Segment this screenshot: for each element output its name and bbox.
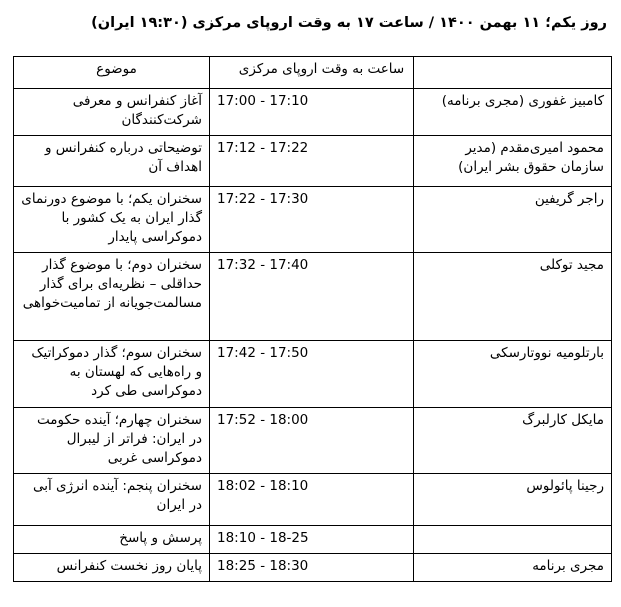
time-range: 17:42 - 17:50 xyxy=(217,345,309,361)
cell-time xyxy=(210,253,414,341)
cell-topic: سخنران چهارم؛ آینده حکومت در ایران: فراتر از لیبرال دموکراسی غربی xyxy=(14,408,210,474)
cell-speaker: مجری برنامه xyxy=(414,554,612,582)
cell-topic: سخنران سوم؛ گذار دموکراتیک و راه‌هایی که لهستان به دموکراسی طی کرد xyxy=(14,341,210,408)
time-range: 17:00 - 17:10 xyxy=(217,93,309,109)
cell-topic: توضیحاتی درباره کنفرانس و اهداف آن xyxy=(14,136,210,187)
time-range: 17:52 - 18:00 xyxy=(217,412,309,428)
table-row xyxy=(14,89,612,136)
cell-topic: آغاز کنفرانس و معرفی شرکت‌کنندگان xyxy=(14,89,210,136)
cell-speaker: محمود امیری‌مقدم (مدیر سازمان حقوق بشر ایران) xyxy=(414,136,612,187)
header-topic-label: موضوع xyxy=(96,61,137,77)
cell-speaker: کامبیز غفوری (مجری برنامه) xyxy=(414,89,612,136)
cell-speaker: مایکل کارلبرگ xyxy=(414,408,612,474)
schedule-table xyxy=(13,56,612,582)
cell-speaker: راجر گریفین xyxy=(414,187,612,253)
cell-time xyxy=(210,526,414,554)
time-range: 17:12 - 17:22 xyxy=(217,140,309,156)
cell-speaker: بارتلومیه نووتارسکی xyxy=(414,341,612,408)
header-time-label: ساعت به وقت اروپای مرکزی xyxy=(238,61,405,77)
table-header-row xyxy=(14,57,612,89)
table-row xyxy=(14,187,612,253)
cell-topic: سخنران یکم؛ با موضوع دورنمای گذار ایران به یک کشور با دموکراسی پایدار xyxy=(14,187,210,253)
table-row xyxy=(14,554,612,582)
cell-time xyxy=(210,554,414,582)
time-range: 17:32 - 17:40 xyxy=(217,257,309,273)
cell-speaker: رجینا پائولوس xyxy=(414,474,612,526)
cell-topic: پرسش و پاسخ xyxy=(14,526,210,554)
table-row xyxy=(14,526,612,554)
header-speaker xyxy=(414,57,612,89)
time-range: 18:25 - 18:30 xyxy=(217,558,309,574)
cell-time xyxy=(210,136,414,187)
cell-topic: پایان روز نخست کنفرانس xyxy=(14,554,210,582)
time-range: 18:02 - 18:10 xyxy=(217,478,309,494)
cell-time xyxy=(210,408,414,474)
table-row xyxy=(14,136,612,187)
cell-time xyxy=(210,474,414,526)
cell-time xyxy=(210,187,414,253)
table-row xyxy=(14,253,612,341)
time-range: 18:10 - 18-25 xyxy=(217,530,309,546)
cell-speaker xyxy=(414,526,612,554)
cell-speaker: مجید توکلی xyxy=(414,253,612,341)
table-row xyxy=(14,341,612,408)
page-title: روز یکم؛ ۱۱ بهمن ۱۴۰۰ / ساعت ۱۷ به وقت اروپای مرکزی (۱۹:۳۰ ایران) xyxy=(91,15,607,31)
cell-topic: سخنران پنجم: آینده انرژی آبی در ایران xyxy=(14,474,210,526)
table-row xyxy=(14,474,612,526)
time-range: 17:22 - 17:30 xyxy=(217,191,309,207)
cell-time xyxy=(210,89,414,136)
header-topic xyxy=(14,57,210,89)
cell-topic: سخنران دوم؛ با موضوع گذار حداقلی – نظریه‌ای برای گذار مسالمت‌جویانه از تمامیت‌خواهی xyxy=(14,253,210,341)
header-time xyxy=(210,57,414,89)
schedule-body xyxy=(14,57,612,582)
cell-time xyxy=(210,341,414,408)
table-row xyxy=(14,408,612,474)
